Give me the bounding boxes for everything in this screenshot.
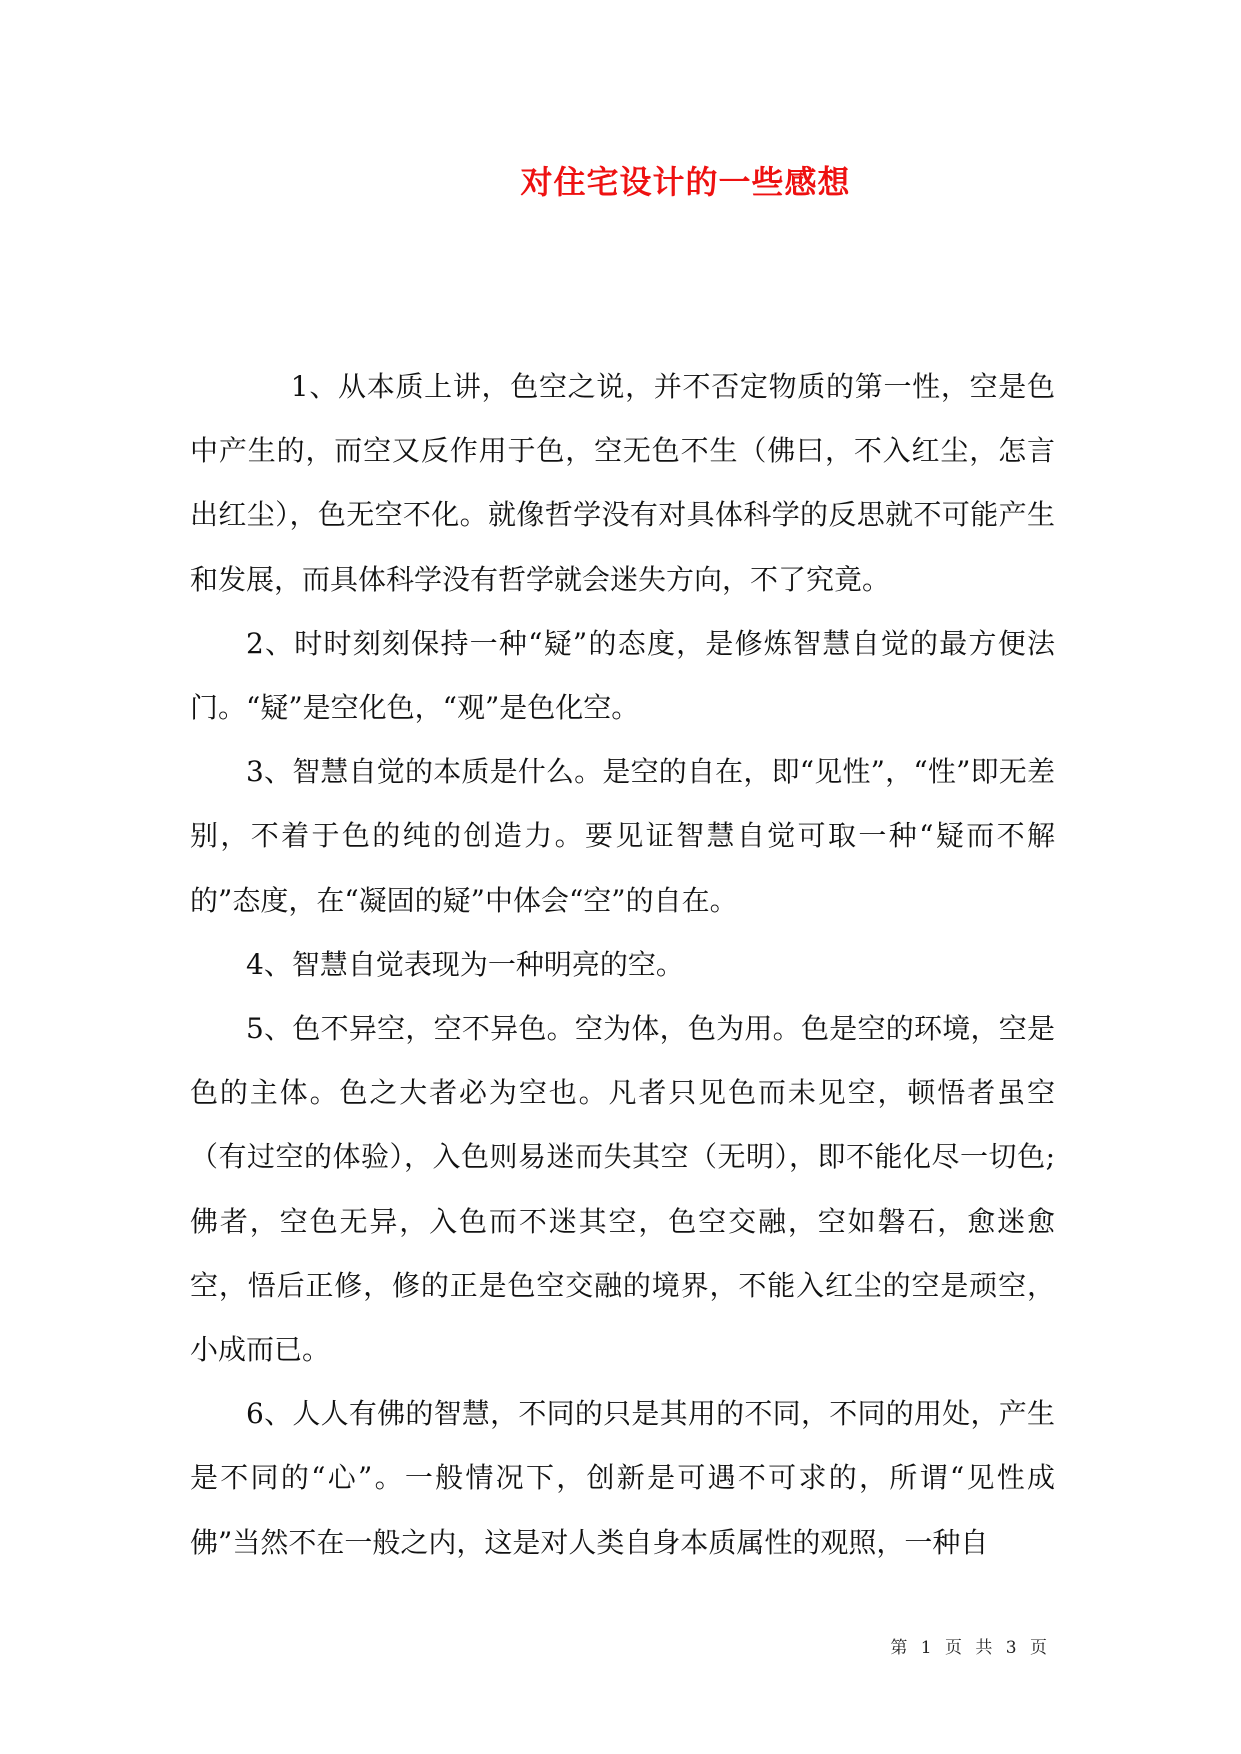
- paragraph-6: 6、人人有佛的智慧，不同的只是其用的不同，不同的用处，产生是不同的“心”。一般情况下，创新是可遇不可求的，所谓“见性成佛”当然不在一般之内，这是对人类自身本质属性的观照，一种自: [190, 1397, 1055, 1559]
- paragraph-2: 2、时时刻刻保持一种“疑”的态度，是修炼智慧自觉的最方便法门。“疑”是空化色，“观”是色化空。: [190, 626, 1055, 725]
- document-title: 对住宅设计的一些感想: [520, 163, 851, 201]
- paragraph-3: 3、智慧自觉的本质是什么。是空的自在，即“见性”，“性”即无差别，不着于色的纯的创造力。要见证智慧自觉可取一种“疑而不解的”态度，在“凝固的疑”中体会“空”的自在。: [190, 755, 1055, 917]
- paragraph-5: 5、色不异空，空不异色。空为体，色为用。色是空的环境，空是色的主体。色之大者必为空也。凡者只见色而未见空，顿悟者虽空（有过空的体验），入色则易迷而失其空（无明），即不能化尽一切色;佛者，空色无异，入色而不迷其空，色空交融，空如磐石，愈迷愈空，悟后正修，修的正是色空交融的境界，不能入红尘的空是顽空，小成而已。: [190, 1012, 1055, 1367]
- document-body: [190, 355, 1055, 1575]
- paragraph-1: 1、从本质上讲，色空之说，并不否定物质的第一性，空是色中产生的，而空又反作用于色，空无色不生（佛曰，不入红尘，怎言出红尘），色无空不化。就像哲学没有对具体科学的反思就不可能产生和发展，而具体科学没有哲学就会迷失方向，不了究竟。: [190, 370, 1055, 596]
- paragraph-4: 4、智慧自觉表现为一种明亮的空。: [246, 947, 684, 981]
- page-number-footer: 第 1 页 共 3 页: [890, 1638, 1051, 1658]
